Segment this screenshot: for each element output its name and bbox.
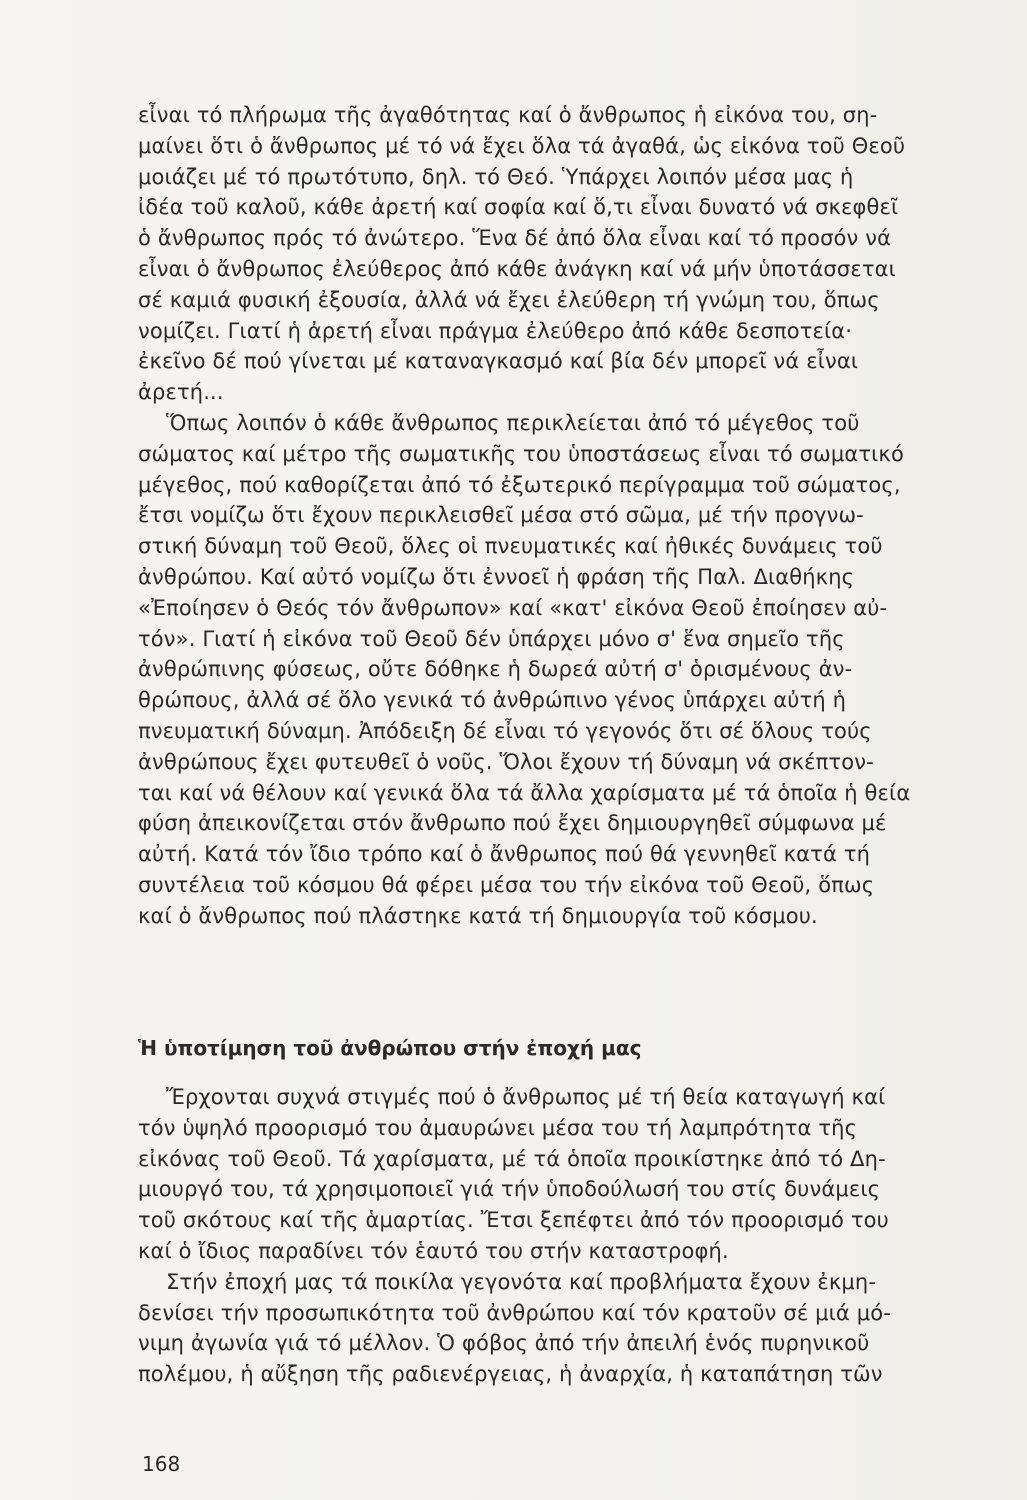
text-line: συντέλεια τοῦ κόσμου θά φέρει μέσα του τήν εἰκόνα τοῦ Θεοῦ, ὅπως bbox=[138, 872, 875, 897]
text-line: μαίνει ὅτι ὁ ἄνθρωπος μέ τό νά ἔχει ὅλα τά ἀγαθά, ὡς εἰκόνα τοῦ Θεοῦ bbox=[138, 133, 906, 158]
text-line: εἰκόνας τοῦ Θεοῦ. Τά χαρίσματα, μέ τά ὁποῖα προικίστηκε ἀπό τό Δη- bbox=[138, 1146, 886, 1171]
text-line: μιουργό του, τά χρησιμοποιεῖ γιά τήν ὑποδούλωσή του στίς δυνάμεις bbox=[138, 1177, 881, 1202]
text-line: ἀνθρώπου. Καί αὐτό νομίζω ὅτι ἐννοεῖ ἡ φράση τῆς Παλ. Διαθήκης bbox=[138, 564, 855, 589]
text-line: ται καί νά θέλουν καί γενικά ὅλα τά ἄλλα χαρίσματα μέ τά ὁποῖα ἡ θεία bbox=[138, 780, 911, 805]
text-line: ἀνθρώπινης φύσεως, οὔτε δόθηκε ἡ δωρεά αὐτή σ' ὁρισμένους ἀν- bbox=[138, 657, 853, 682]
text-line: Ἔρχονται συχνά στιγμές πού ὁ ἄνθρωπος μέ τή θεία καταγωγή καί bbox=[166, 1085, 886, 1109]
text-line: ἀνθρώπους ἔχει φυτευθεῖ ὁ νοῦς. Ὅλοι ἔχουν τή δύναμη νά σκέπτον- bbox=[138, 749, 874, 774]
text-line: ἰδέα τοῦ καλοῦ, κάθε ἀρετή καί σοφία καί ὅ,τι εἶναι δυνατό νά σκεφθεῖ bbox=[138, 195, 899, 220]
text-line: Ὅπως λοιπόν ὁ κάθε ἄνθρωπος περικλείεται ἀπό τό μέγεθος τοῦ bbox=[166, 410, 860, 435]
text-line: φύση ἀπεικονίζεται στόν ἄνθρωπο πού ἔχει δημιουργηθεῖ σύμφωνα μέ bbox=[138, 811, 887, 836]
text-line: μοιάζει μέ τό πρωτότυπο, δηλ. τό Θεό. Ὑπάρχει λοιπόν μέσα μας ἡ bbox=[138, 164, 854, 189]
text-line: νομίζει. Γιατί ἡ ἀρετή εἶναι πράγμα ἐλεύθερο ἀπό κάθε δεσποτεία· bbox=[138, 318, 853, 343]
text-line: στική δύναμη τοῦ Θεοῦ, ὅλες οἱ πνευματικές καί ἠθικές δυνάμεις τοῦ bbox=[138, 534, 883, 559]
text-line: σέ καμιά φυσική ἐξουσία, ἀλλά νά ἔχει ἐλεύθερη τή γνώμη του, ὅπως bbox=[138, 287, 880, 312]
text-line: πολέμου, ἡ αὔξηση τῆς ραδιενέργειας, ἡ ἀναρχία, ἡ καταπάτηση τῶν bbox=[138, 1362, 883, 1387]
text-line: πνευματική δύναμη. Ἀπόδειξη δέ εἶναι τό γεγονός ὅτι σέ ὅλους τούς bbox=[138, 718, 872, 743]
text-line: μέγεθος, πού καθορίζεται ἀπό τό ἐξωτερικό περίγραμμα τοῦ σώματος, bbox=[138, 472, 901, 497]
text-line: αὐτή. Κατά τόν ἴδιο τρόπο καί ὁ ἄνθρωπος πού θά γεννηθεῖ κατά τή bbox=[138, 842, 871, 867]
text-line: θρώπους, ἀλλά σέ ὅλο γενικά τό ἀνθρώπινο γένος ὑπάρχει αὐτή ἡ bbox=[138, 688, 847, 713]
text-line: ἀρετή... bbox=[138, 380, 224, 405]
text-line: τοῦ σκότους καί τῆς ἁμαρτίας. Ἔτσι ξεπέφτει ἀπό τόν προορισμό του bbox=[138, 1208, 889, 1233]
text-line: δενίσει τήν προσωπικότητα τοῦ ἀνθρώπου καί τόν κρατοῦν σέ μιά μό- bbox=[138, 1300, 891, 1325]
text-line: καί ὁ ἴδιος παραδίνει τόν ἑαυτό του στήν καταστροφή. bbox=[138, 1238, 729, 1263]
paragraph-3 bbox=[138, 1082, 998, 1267]
text-line: σώματος καί μέτρο τῆς σωματικῆς του ὑποστάσεως εἶναι τό σωματικό bbox=[138, 441, 904, 466]
text-line: Στήν ἐποχή μας τά ποικίλα γεγονότα καί προβλήματα ἔχουν ἐκμη- bbox=[166, 1269, 877, 1294]
paragraph-4 bbox=[138, 1267, 998, 1390]
text-line: εἶναι τό πλήρωμα τῆς ἀγαθότητας καί ὁ ἄνθρωπος ἡ εἰκόνα του, ση- bbox=[138, 103, 878, 127]
page-number: 168 bbox=[142, 1452, 181, 1476]
text-line: τόν». Γιατί ἡ εἰκόνα τοῦ Θεοῦ δέν ὑπάρχει μόνο σ' ἕνα σημεῖο τῆς bbox=[138, 626, 845, 651]
paragraph-2 bbox=[138, 408, 998, 932]
lower-text bbox=[138, 1082, 998, 1390]
text-line: ἔτσι νομίζω ὅτι ἔχουν περικλεισθεῖ μέσα στό σῶμα, μέ τήν προγνω- bbox=[138, 503, 864, 528]
text-line: ἐκεῖνο δέ πού γίνεται μέ καταναγκασμό καί βία δέν μπορεῖ νά εἶναι bbox=[138, 349, 859, 374]
upper-text bbox=[138, 100, 998, 932]
text-line: νιμη ἀγωνία γιά τό μέλλον. Ὁ φόβος ἀπό τήν ἀπειλή ἑνός πυρηνικοῦ bbox=[138, 1331, 870, 1356]
text-line: τόν ὑψηλό προορισμό του ἀμαυρώνει μέσα του τή λαμπρότητα τῆς bbox=[138, 1115, 858, 1140]
section-heading: Ἡ ὑποτίμηση τοῦ ἀνθρώπου στήν ἐποχή μας bbox=[138, 1036, 642, 1060]
text-line: εἶναι ὁ ἄνθρωπος ἐλεύθερος ἀπό κάθε ἀνάγκη καί νά μήν ὑποτάσσεται bbox=[138, 256, 896, 281]
text-line: ὁ ἄνθρωπος πρός τό ἀνώτερο. Ἕνα δέ ἀπό ὅλα εἶναι καί τό προσόν νά bbox=[138, 226, 892, 251]
text-line: «Ἐποίησεν ὁ Θεός τόν ἄνθρωπον» καί «κατ' εἰκόνα Θεοῦ ἐποίησεν αὐ- bbox=[138, 595, 888, 620]
text-line: καί ὁ ἄνθρωπος πού πλάστηκε κατά τή δημιουργία τοῦ κόσμου. bbox=[138, 903, 818, 928]
paragraph-1 bbox=[138, 100, 998, 408]
